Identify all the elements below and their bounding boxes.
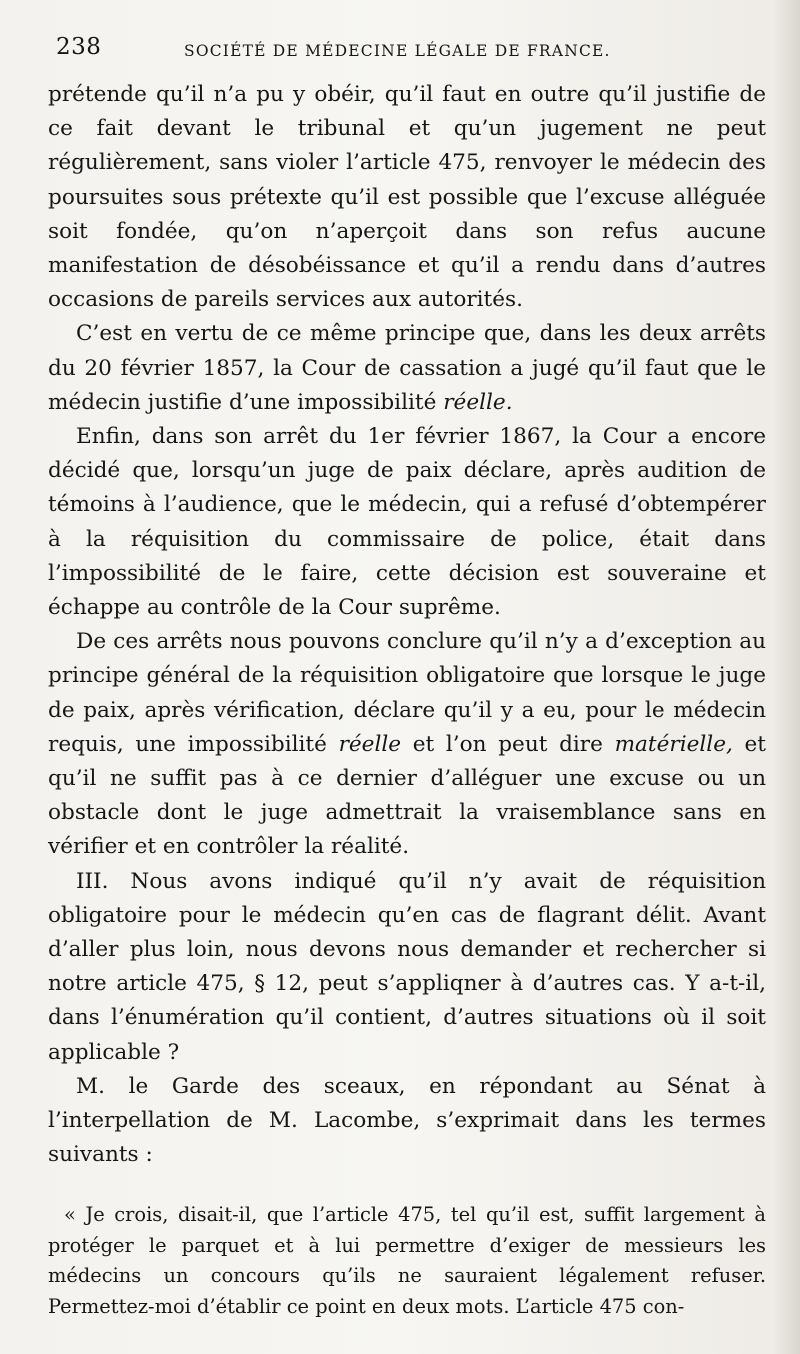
paragraph-3: Enfin, dans son arrêt du 1er février 1867, la Cour a encore décidé que, lorsqu’un juge de paix déclare, après audition de témoins à l’audience, que le médecin, qui a refusé d’obtempérer à la réquisition du commissaire de police, était dans l’impossibilité de le faire, cette décision est souveraine et échappe au contrôle de la Cour suprême. <box>48 424 766 621</box>
quote-text: « Je crois, disait-il, que l’article 475, tel qu’il est, suffit largement à protéger le parquet et à lui permettre d’exiger de messieurs les médecins un concours qu’ils ne sauraient légalement refuser. Permettez-moi d’établir ce point en deux mots. L’article 475 con- <box>48 1203 766 1318</box>
body-text <box>48 78 766 1173</box>
paragraph-6: M. le Garde des sceaux, en répondant au Sénat à l’interpellation de M. Lacombe, s’exprimait dans les termes suivants : <box>48 1073 766 1168</box>
page-edge-shadow <box>772 0 800 1354</box>
paragraph-4-emphasis-2: matérielle, <box>614 731 733 757</box>
paragraph-1: prétende qu’il n’a pu y obéir, qu’il faut en outre qu’il justifie de ce fait devant le tribunal et qu’un jugement ne peut régulièrement, sans violer l’article 475, renvoyer le médecin des poursuites sous prétexte qu’il est possible que l’excuse alléguée soit fondée, qu’on n’aperçoit dans son refus aucune manifestation de désobéissance et qu’il a rendu dans d’autres occasions de pareils services aux autorités. <box>48 82 766 313</box>
paragraph-2-text: C’est en vertu de ce même principe que, dans les deux arrêts du 20 février 1857, la Cour de cassation a jugé qu’il faut que le médecin justifie d’une impossibilité <box>48 321 766 415</box>
paragraph-5: III. Nous avons indiqué qu’il n’y avait de réquisition obligatoire pour le médecin qu’en cas de flagrant délit. Avant d’aller plus loin, nous devons nous demander et rechercher si notre article 475, § 12, peut s’appliqner à d’autres cas. Y a-t-il, dans l’énumération qu’il contient, d’autres situations où il soit applicable ? <box>48 868 766 1065</box>
block-quote <box>48 1200 766 1322</box>
page-number: 238 <box>56 34 102 60</box>
page-header <box>52 34 752 68</box>
paragraph-2 <box>48 317 766 420</box>
paragraph-4-text-b: et l’on peut dire <box>401 731 615 757</box>
paragraph-4 <box>48 625 766 864</box>
paragraph-4-text-a: De ces arrêts nous pouvons conclure qu’il n’y a d’exception au principe général de la réquisition obligatoire que lorsque le juge de paix, après vérification, déclare qu’il y a eu, pour le médecin requis, une impossibilité <box>48 629 766 757</box>
paragraph-4-text-c: et qu’il ne suffit pas à ce dernier d’alléguer une excuse ou un obstacle dont le juge admettrait la vraisemblance sans en vérifier et en contrôler la réalité. <box>48 731 766 860</box>
paragraph-4-emphasis-1: réelle <box>338 731 402 757</box>
running-title: SOCIÉTÉ DE MÉDECINE LÉGALE DE FRANCE. <box>184 42 611 60</box>
paragraph-2-emphasis: réelle. <box>443 389 513 415</box>
